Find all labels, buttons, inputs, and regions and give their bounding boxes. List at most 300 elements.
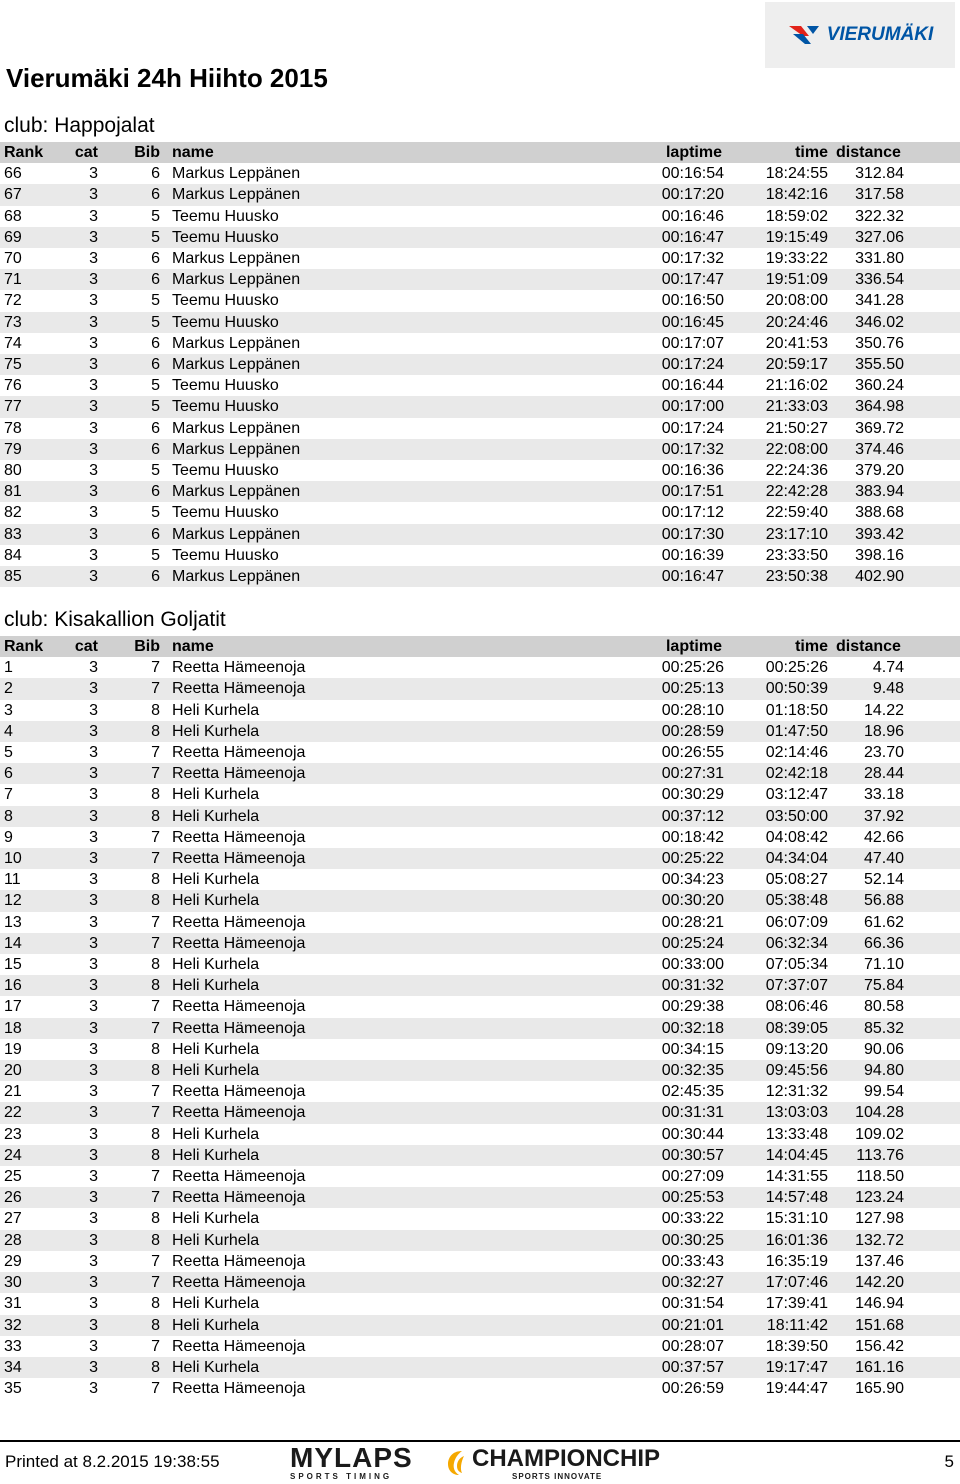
cell-cat: 3 xyxy=(89,1252,98,1270)
cell-bib: 8 xyxy=(151,1210,160,1228)
cell-laptime: 00:27:09 xyxy=(661,1168,724,1186)
cell-laptime: 00:26:55 xyxy=(661,744,724,762)
cell-rank: 85 xyxy=(4,568,22,586)
cell-time: 19:15:49 xyxy=(765,228,828,246)
table-row xyxy=(0,1251,960,1272)
cell-name: Heli Kurhela xyxy=(172,956,260,974)
cell-cat: 3 xyxy=(89,334,98,352)
col-bib-header: Bib xyxy=(134,638,160,655)
table-row xyxy=(0,1230,960,1251)
cell-laptime: 00:32:35 xyxy=(661,1062,724,1080)
table-row xyxy=(0,721,960,742)
cell-bib: 8 xyxy=(151,1125,160,1143)
cell-laptime: 00:17:47 xyxy=(661,271,724,289)
cell-bib: 6 xyxy=(151,186,160,204)
cell-cat: 3 xyxy=(89,398,98,416)
table-row xyxy=(0,163,960,184)
cell-bib: 8 xyxy=(151,1358,160,1376)
cell-cat: 3 xyxy=(89,659,98,677)
table-row xyxy=(0,806,960,827)
cell-cat: 3 xyxy=(89,228,98,246)
table-row xyxy=(0,354,960,375)
cell-time: 06:07:09 xyxy=(765,913,828,931)
cell-name: Markus Leppänen xyxy=(172,250,301,268)
page-number: 5 xyxy=(944,1452,954,1471)
cell-laptime: 00:25:13 xyxy=(661,680,724,698)
cell-bib: 5 xyxy=(151,504,160,522)
table-row xyxy=(0,333,960,354)
cell-rank: 35 xyxy=(4,1380,22,1398)
cell-bib: 8 xyxy=(151,1316,160,1334)
col-time-header: time xyxy=(795,144,828,161)
cell-distance: 127.98 xyxy=(855,1210,904,1228)
championchip-logo xyxy=(446,1444,660,1482)
cell-distance: 165.90 xyxy=(855,1380,904,1398)
cell-rank: 15 xyxy=(4,956,22,974)
cell-laptime: 00:25:53 xyxy=(661,1189,724,1207)
cell-bib: 8 xyxy=(151,807,160,825)
cell-time: 15:31:10 xyxy=(765,1210,828,1228)
cell-laptime: 00:30:57 xyxy=(661,1146,724,1164)
cell-time: 19:17:47 xyxy=(765,1358,828,1376)
cell-bib: 7 xyxy=(151,1274,160,1292)
cell-name: Heli Kurhela xyxy=(172,1040,260,1058)
cell-time: 20:24:46 xyxy=(765,313,828,331)
cell-time: 23:50:38 xyxy=(765,568,828,586)
cell-distance: 47.40 xyxy=(863,850,904,868)
cell-cat: 3 xyxy=(89,1337,98,1355)
table-row xyxy=(0,742,960,763)
cell-cat: 3 xyxy=(89,377,98,395)
cell-distance: 123.24 xyxy=(855,1189,904,1207)
cell-time: 18:39:50 xyxy=(765,1337,828,1355)
cell-distance: 18.96 xyxy=(863,722,904,740)
cell-bib: 7 xyxy=(151,913,160,931)
championchip-swirl-icon xyxy=(446,1448,468,1478)
col-cat-header: cat xyxy=(74,144,98,161)
cell-distance: 80.58 xyxy=(863,998,904,1016)
cell-laptime: 02:45:35 xyxy=(661,1083,724,1101)
cell-bib: 7 xyxy=(151,765,160,783)
cell-time: 00:25:26 xyxy=(765,659,828,677)
cell-distance: 118.50 xyxy=(856,1168,904,1186)
cell-name: Heli Kurhela xyxy=(172,722,260,740)
cell-bib: 7 xyxy=(151,1252,160,1270)
table-row xyxy=(0,1208,960,1229)
table-row xyxy=(0,763,960,784)
cell-laptime: 00:21:01 xyxy=(661,1316,724,1334)
cell-laptime: 00:17:24 xyxy=(661,356,724,374)
cell-distance: 336.54 xyxy=(855,271,904,289)
cell-cat: 3 xyxy=(89,207,98,225)
cell-cat: 3 xyxy=(89,525,98,543)
cell-distance: 360.24 xyxy=(855,377,904,395)
table-row xyxy=(0,1145,960,1166)
cell-time: 14:31:55 xyxy=(765,1168,828,1186)
cell-cat: 3 xyxy=(89,504,98,522)
cell-cat: 3 xyxy=(89,1019,98,1037)
cell-rank: 24 xyxy=(4,1146,22,1164)
table-row xyxy=(0,1166,960,1187)
cell-bib: 6 xyxy=(151,165,160,183)
cell-rank: 14 xyxy=(4,934,22,952)
cell-rank: 34 xyxy=(4,1358,22,1376)
cell-bib: 5 xyxy=(151,377,160,395)
cell-distance: 379.20 xyxy=(855,462,904,480)
logo-wordmark: VIERUMÄKI xyxy=(826,24,934,45)
cell-cat: 3 xyxy=(89,250,98,268)
cell-laptime: 00:16:46 xyxy=(661,207,724,225)
club-title: club: Happojalat xyxy=(4,114,155,137)
cell-cat: 3 xyxy=(89,956,98,974)
cell-rank: 31 xyxy=(4,1295,22,1313)
cell-time: 04:34:04 xyxy=(765,850,828,868)
col-rank-header: Rank xyxy=(4,638,44,655)
cell-rank: 71 xyxy=(4,271,22,289)
cell-name: Heli Kurhela xyxy=(172,701,260,719)
cell-name: Heli Kurhela xyxy=(172,1316,260,1334)
cell-rank: 82 xyxy=(4,504,22,522)
table-row xyxy=(0,566,960,587)
cell-cat: 3 xyxy=(89,1104,98,1122)
cell-rank: 27 xyxy=(4,1210,22,1228)
cell-rank: 76 xyxy=(4,377,22,395)
cell-cat: 3 xyxy=(89,271,98,289)
championchip-wordmark: CHAMPIONCHIP xyxy=(472,1444,661,1472)
cell-rank: 4 xyxy=(4,722,13,740)
cell-time: 12:31:32 xyxy=(765,1083,828,1101)
cell-distance: 142.20 xyxy=(855,1274,904,1292)
cell-bib: 6 xyxy=(151,525,160,543)
cell-laptime: 00:16:54 xyxy=(661,165,724,183)
table-row xyxy=(0,848,960,869)
cell-rank: 84 xyxy=(4,546,22,564)
printed-timestamp: Printed at 8.2.2015 19:38:55 xyxy=(5,1452,220,1471)
cell-distance: 137.46 xyxy=(855,1252,904,1270)
cell-laptime: 00:17:00 xyxy=(661,398,724,416)
cell-laptime: 00:18:42 xyxy=(661,828,724,846)
cell-name: Reetta Hämeenoja xyxy=(172,850,306,868)
cell-time: 09:13:20 xyxy=(765,1040,828,1058)
table-row xyxy=(0,1124,960,1145)
table-row xyxy=(0,227,960,248)
cell-distance: 331.80 xyxy=(855,250,904,268)
cell-name: Reetta Hämeenoja xyxy=(172,1337,306,1355)
table-row xyxy=(0,418,960,439)
cell-laptime: 00:17:07 xyxy=(661,334,724,352)
cell-bib: 5 xyxy=(151,207,160,225)
cell-name: Reetta Hämeenoja xyxy=(172,1019,306,1037)
cell-laptime: 00:26:59 xyxy=(661,1380,724,1398)
table-row xyxy=(0,1018,960,1039)
cell-laptime: 00:16:45 xyxy=(661,313,724,331)
cell-cat: 3 xyxy=(89,871,98,889)
cell-distance: 156.42 xyxy=(855,1337,904,1355)
cell-rank: 80 xyxy=(4,462,22,480)
cell-time: 03:12:47 xyxy=(765,786,828,804)
cell-cat: 3 xyxy=(89,892,98,910)
cell-time: 07:05:34 xyxy=(765,956,828,974)
cell-laptime: 00:16:36 xyxy=(661,462,724,480)
cell-name: Reetta Hämeenoja xyxy=(172,828,306,846)
club-section xyxy=(0,606,960,1399)
table-row xyxy=(0,869,960,890)
table-row xyxy=(0,890,960,911)
table-row xyxy=(0,700,960,721)
cell-time: 20:59:17 xyxy=(765,356,828,374)
cell-time: 19:44:47 xyxy=(765,1380,828,1398)
cell-laptime: 00:17:32 xyxy=(661,440,724,458)
cell-time: 21:33:03 xyxy=(765,398,828,416)
cell-time: 14:04:45 xyxy=(765,1146,828,1164)
cell-cat: 3 xyxy=(89,568,98,586)
cell-name: Heli Kurhela xyxy=(172,977,260,995)
cell-distance: 37.92 xyxy=(863,807,904,825)
cell-name: Reetta Hämeenoja xyxy=(172,1252,306,1270)
col-distance-header: distance xyxy=(836,638,901,655)
cell-bib: 7 xyxy=(151,744,160,762)
cell-laptime: 00:30:20 xyxy=(661,892,724,910)
col-time-header: time xyxy=(795,638,828,655)
table-row xyxy=(0,312,960,333)
cell-rank: 6 xyxy=(4,765,13,783)
cell-rank: 28 xyxy=(4,1231,22,1249)
cell-bib: 6 xyxy=(151,356,160,374)
cell-laptime: 00:27:31 xyxy=(661,765,724,783)
cell-laptime: 00:33:43 xyxy=(661,1252,724,1270)
cell-rank: 8 xyxy=(4,807,13,825)
cell-name: Heli Kurhela xyxy=(172,786,260,804)
cell-bib: 8 xyxy=(151,1295,160,1313)
cell-distance: 402.90 xyxy=(855,568,904,586)
table-row xyxy=(0,1081,960,1102)
cell-cat: 3 xyxy=(89,977,98,995)
cell-cat: 3 xyxy=(89,1316,98,1334)
cell-cat: 3 xyxy=(89,934,98,952)
cell-cat: 3 xyxy=(89,786,98,804)
cell-laptime: 00:17:20 xyxy=(661,186,724,204)
vierumaki-bird-icon xyxy=(787,22,821,48)
cell-distance: 109.02 xyxy=(855,1125,904,1143)
table-row xyxy=(0,933,960,954)
cell-laptime: 00:25:22 xyxy=(661,850,724,868)
table-row xyxy=(0,396,960,417)
cell-rank: 77 xyxy=(4,398,22,416)
cell-time: 21:16:02 xyxy=(765,377,828,395)
cell-cat: 3 xyxy=(89,1062,98,1080)
cell-bib: 8 xyxy=(151,1062,160,1080)
table-row xyxy=(0,996,960,1017)
cell-laptime: 00:37:12 xyxy=(661,807,724,825)
table-row xyxy=(0,184,960,205)
cell-distance: 388.68 xyxy=(855,504,904,522)
cell-time: 04:08:42 xyxy=(765,828,828,846)
cell-bib: 8 xyxy=(151,786,160,804)
cell-rank: 81 xyxy=(4,483,22,501)
cell-distance: 369.72 xyxy=(855,419,904,437)
cell-rank: 12 xyxy=(4,892,22,910)
cell-time: 09:45:56 xyxy=(765,1062,828,1080)
cell-time: 05:38:48 xyxy=(765,892,828,910)
cell-distance: 52.14 xyxy=(863,871,904,889)
cell-distance: 398.16 xyxy=(855,546,904,564)
cell-distance: 56.88 xyxy=(863,892,904,910)
cell-bib: 8 xyxy=(151,892,160,910)
cell-name: Heli Kurhela xyxy=(172,871,260,889)
cell-distance: 393.42 xyxy=(855,525,904,543)
table-row xyxy=(0,1293,960,1314)
cell-cat: 3 xyxy=(89,998,98,1016)
cell-time: 22:08:00 xyxy=(765,440,828,458)
cell-distance: 146.94 xyxy=(855,1295,904,1313)
cell-name: Heli Kurhela xyxy=(172,1062,260,1080)
cell-bib: 6 xyxy=(151,250,160,268)
cell-bib: 7 xyxy=(151,828,160,846)
table-row xyxy=(0,248,960,269)
cell-distance: 322.32 xyxy=(855,207,904,225)
cell-laptime: 00:28:21 xyxy=(661,913,724,931)
cell-bib: 7 xyxy=(151,1083,160,1101)
cell-cat: 3 xyxy=(89,483,98,501)
cell-name: Heli Kurhela xyxy=(172,892,260,910)
cell-bib: 6 xyxy=(151,271,160,289)
cell-cat: 3 xyxy=(89,1125,98,1143)
cell-distance: 42.66 xyxy=(863,828,904,846)
cell-cat: 3 xyxy=(89,1083,98,1101)
table-row xyxy=(0,1272,960,1293)
cell-laptime: 00:37:57 xyxy=(661,1358,724,1376)
cell-rank: 70 xyxy=(4,250,22,268)
cell-laptime: 00:29:38 xyxy=(661,998,724,1016)
table-row xyxy=(0,1315,960,1336)
table-row xyxy=(0,206,960,227)
cell-rank: 75 xyxy=(4,356,22,374)
cell-time: 23:17:10 xyxy=(765,525,828,543)
cell-distance: 364.98 xyxy=(855,398,904,416)
table-row xyxy=(0,269,960,290)
cell-bib: 5 xyxy=(151,313,160,331)
cell-cat: 3 xyxy=(89,1189,98,1207)
cell-time: 18:42:16 xyxy=(765,186,828,204)
cell-name: Reetta Hämeenoja xyxy=(172,1189,306,1207)
cell-rank: 3 xyxy=(4,701,13,719)
mylaps-wordmark: MYLAPS xyxy=(290,1442,413,1473)
cell-cat: 3 xyxy=(89,546,98,564)
mylaps-tagline: SPORTS TIMING xyxy=(290,1472,393,1481)
cell-time: 07:37:07 xyxy=(765,977,828,995)
table-row xyxy=(0,657,960,678)
cell-cat: 3 xyxy=(89,1210,98,1228)
table-row xyxy=(0,481,960,502)
cell-laptime: 00:25:24 xyxy=(661,934,724,952)
cell-laptime: 00:28:10 xyxy=(661,701,724,719)
cell-time: 05:08:27 xyxy=(765,871,828,889)
cell-cat: 3 xyxy=(89,419,98,437)
cell-bib: 7 xyxy=(151,1337,160,1355)
cell-distance: 374.46 xyxy=(855,440,904,458)
cell-distance: 383.94 xyxy=(855,483,904,501)
cell-time: 23:33:50 xyxy=(765,546,828,564)
table-row xyxy=(0,975,960,996)
cell-name: Teemu Huusko xyxy=(172,292,279,310)
cell-name: Teemu Huusko xyxy=(172,546,279,564)
cell-time: 00:50:39 xyxy=(765,680,828,698)
cell-distance: 61.62 xyxy=(863,913,904,931)
cell-bib: 7 xyxy=(151,1380,160,1398)
club-section xyxy=(0,112,960,587)
cell-time: 03:50:00 xyxy=(765,807,828,825)
cell-laptime: 00:33:00 xyxy=(661,956,724,974)
cell-name: Heli Kurhela xyxy=(172,1231,260,1249)
cell-distance: 350.76 xyxy=(855,334,904,352)
cell-cat: 3 xyxy=(89,1358,98,1376)
cell-cat: 3 xyxy=(89,765,98,783)
cell-cat: 3 xyxy=(89,1380,98,1398)
cell-laptime: 00:30:44 xyxy=(661,1125,724,1143)
cell-distance: 317.58 xyxy=(855,186,904,204)
cell-cat: 3 xyxy=(89,744,98,762)
cell-name: Markus Leppänen xyxy=(172,483,301,501)
col-bib-header: Bib xyxy=(134,144,160,161)
cell-time: 21:50:27 xyxy=(765,419,828,437)
page-title: Vierumäki 24h Hiihto 2015 xyxy=(6,63,328,93)
cell-laptime: 00:17:32 xyxy=(661,250,724,268)
cell-cat: 3 xyxy=(89,850,98,868)
cell-name: Reetta Hämeenoja xyxy=(172,1168,306,1186)
table-row xyxy=(0,954,960,975)
cell-name: Reetta Hämeenoja xyxy=(172,998,306,1016)
cell-time: 22:42:28 xyxy=(765,483,828,501)
cell-rank: 16 xyxy=(4,977,22,995)
vierumaki-logo xyxy=(765,2,955,68)
cell-cat: 3 xyxy=(89,462,98,480)
cell-distance: 113.76 xyxy=(856,1146,904,1164)
cell-time: 16:01:36 xyxy=(765,1231,828,1249)
table-header-row xyxy=(0,142,960,163)
cell-cat: 3 xyxy=(89,356,98,374)
cell-rank: 9 xyxy=(4,828,13,846)
cell-bib: 8 xyxy=(151,871,160,889)
cell-bib: 8 xyxy=(151,1231,160,1249)
cell-cat: 3 xyxy=(89,1168,98,1186)
cell-rank: 66 xyxy=(4,165,22,183)
cell-laptime: 00:17:24 xyxy=(661,419,724,437)
cell-cat: 3 xyxy=(89,722,98,740)
cell-cat: 3 xyxy=(89,313,98,331)
table-row xyxy=(0,784,960,805)
cell-name: Teemu Huusko xyxy=(172,398,279,416)
cell-laptime: 00:16:39 xyxy=(661,546,724,564)
cell-distance: 94.80 xyxy=(863,1062,904,1080)
cell-bib: 7 xyxy=(151,1189,160,1207)
cell-laptime: 00:28:59 xyxy=(661,722,724,740)
cell-name: Reetta Hämeenoja xyxy=(172,934,306,952)
cell-cat: 3 xyxy=(89,440,98,458)
mylaps-logo xyxy=(290,1444,413,1482)
cell-name: Markus Leppänen xyxy=(172,165,301,183)
cell-cat: 3 xyxy=(89,186,98,204)
cell-rank: 74 xyxy=(4,334,22,352)
cell-bib: 6 xyxy=(151,334,160,352)
table-row xyxy=(0,545,960,566)
cell-name: Markus Leppänen xyxy=(172,271,301,289)
cell-rank: 13 xyxy=(4,913,22,931)
cell-cat: 3 xyxy=(89,1295,98,1313)
cell-distance: 9.48 xyxy=(872,680,904,698)
cell-name: Reetta Hämeenoja xyxy=(172,1380,306,1398)
cell-cat: 3 xyxy=(89,701,98,719)
cell-time: 02:14:46 xyxy=(765,744,828,762)
